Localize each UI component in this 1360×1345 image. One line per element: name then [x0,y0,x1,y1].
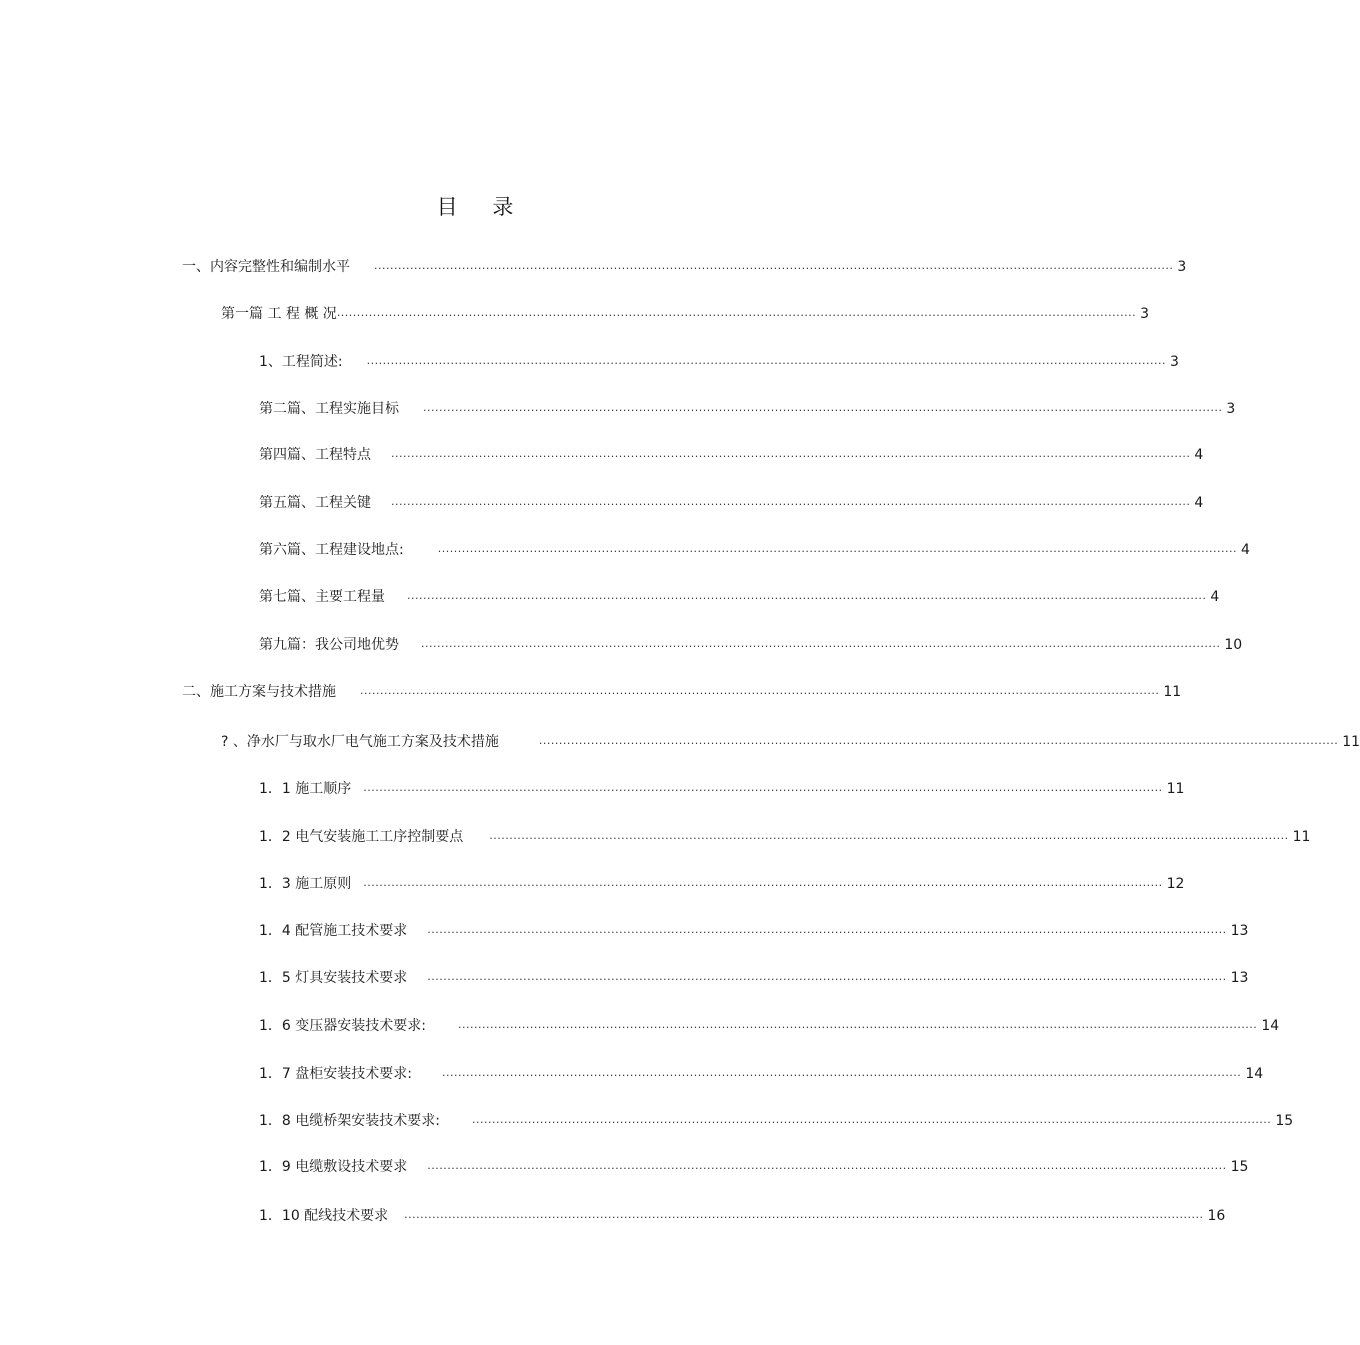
toc-leader-dots: ........................................................................................................................................................................................................ [427,923,1227,936]
toc-entry [259,1154,1249,1176]
toc-entry-label: 第五篇、工程关键 [259,495,371,511]
toc-entry-page: 4 [1194,447,1204,463]
toc-entry-page: 15 [1275,1113,1294,1129]
toc-entry-page: 12 [1166,876,1185,892]
toc-entry-label: 一、内容完整性和编制水平 [182,259,350,275]
toc-entry-page: 3 [1177,259,1187,275]
toc-entry [259,632,1243,654]
toc-leader-dots: ........................................................................................................................................................................................................ [423,401,1223,414]
toc-entry-label: 第七篇、主要工程量 [259,589,385,605]
toc-entry-label: 1．4 配管施工技术要求 [259,923,408,939]
toc-entry-page: 14 [1245,1066,1264,1082]
toc-entry-page: 4 [1241,542,1250,558]
toc-leader-dots: ........................................................................................................................................................................................................ [407,589,1207,602]
toc-leader-dots: ........................................................................................................................................................................................................ [421,637,1221,650]
toc-entry-label: 1．5 灯具安装技术要求 [259,970,408,986]
toc-entry-page: 11 [1292,829,1311,845]
toc-title: 目 录 [436,195,528,219]
toc-entry-page: 14 [1261,1018,1280,1034]
toc-entry [259,396,1236,418]
toc-entry-label: 第六篇、工程建设地点: [259,542,404,558]
toc-entry-label: 第九篇：我公司地优势 [259,637,399,653]
toc-entry [182,254,1187,276]
toc-entry-page: 13 [1230,923,1249,939]
toc-entry [259,442,1204,464]
toc-entry-label: 第一篇 工 程 概 况 [221,306,337,322]
toc-entry-page: 3 [1169,354,1179,370]
toc-entry-page: 13 [1230,970,1249,986]
toc-leader-dots: ........................................................................................................................................................................................................ [363,781,1163,794]
toc-entry-page: 4 [1194,495,1204,511]
toc-entry-page: 4 [1210,589,1220,605]
toc-leader-dots: ........................................................................................................................................................................................................ [427,1159,1227,1172]
toc-entry-label: 第四篇、工程特点 [259,447,371,463]
toc-entry [259,776,1185,798]
toc-entry-label: 1．3 施工原则 [259,876,352,892]
toc-entry-label: 1．10 配线技术要求 [259,1208,389,1224]
toc-entry [259,965,1249,987]
toc-entry-label: 1．2 电气安装施工工序控制要点 [259,829,464,845]
toc-entry-label: 1．8 电缆桥架安装技术要求: [259,1113,440,1129]
toc-entry-label: 1．1 施工顺序 [259,781,352,797]
toc-leader-dots: ........................................................................................................................................................................................................ [391,447,1191,460]
toc-entry-page: 15 [1230,1159,1249,1175]
toc-leader-dots: ........................................................................................................................................................................................................ [489,829,1289,842]
toc-leader-dots: ........................................................................................................................................................................................................ [366,354,1166,367]
toc-entry [259,1013,1280,1035]
toc-entry-page: 16 [1207,1208,1226,1224]
toc-entry-label: 第二篇、工程实施目标 [259,401,399,417]
toc-entry-page: 11 [1163,684,1182,700]
toc-entry [259,918,1249,940]
toc-entry-page: 3 [1226,401,1236,417]
toc-entry [259,1061,1264,1083]
toc-leader-dots: ........................................................................................................................................................................................................ [427,970,1227,983]
toc-entry-label: 二、施工方案与技术措施 [182,684,336,700]
toc-entry [259,1203,1226,1225]
toc-entry-page: 11 [1342,734,1360,750]
toc-entry [259,1108,1294,1130]
toc-entry [259,584,1220,606]
toc-leader-dots: ........................................................................................................................................................................................................ [404,1208,1204,1221]
toc-entry-label: ? 、净水厂与取水厂电气施工方案及技术措施 [221,734,499,750]
toc-entry [259,537,1250,559]
toc-entry-label: 1．6 变压器安装技术要求: [259,1018,426,1034]
toc-entry-page: 10 [1224,637,1243,653]
toc-entry [259,349,1179,371]
toc-entry [259,490,1204,512]
toc-leader-dots: ........................................................................................................................................................................................................ [374,259,1174,272]
toc-entry [221,301,1150,323]
toc-leader-dots: ........................................................................................................................................................................................................ [336,306,1137,319]
toc-leader-dots: ........................................................................................................................................................................................................ [457,1018,1258,1031]
toc-leader-dots: ........................................................................................................................................................................................................ [441,1066,1242,1079]
toc-leader-dots: ........................................................................................................................................................................................................ [437,542,1238,555]
toc-entry-label: 1．9 电缆敷设技术要求 [259,1159,408,1175]
toc-entry-page: 11 [1166,781,1185,797]
toc-entry-label: 1、工程简述: [259,354,343,370]
toc-entry [259,824,1311,846]
toc-leader-dots: ........................................................................................................................................................................................................ [471,1113,1272,1126]
toc-entry-label: 1．7 盘柜安装技术要求: [259,1066,412,1082]
toc-entry [259,871,1185,893]
toc-entry [182,679,1182,701]
toc-entry [221,729,1360,751]
toc-leader-dots: ........................................................................................................................................................................................................ [360,684,1160,697]
toc-entry-page: 3 [1140,306,1150,322]
toc-leader-dots: ........................................................................................................................................................................................................ [538,734,1339,747]
toc-leader-dots: ........................................................................................................................................................................................................ [363,876,1163,889]
toc-leader-dots: ........................................................................................................................................................................................................ [391,495,1191,508]
